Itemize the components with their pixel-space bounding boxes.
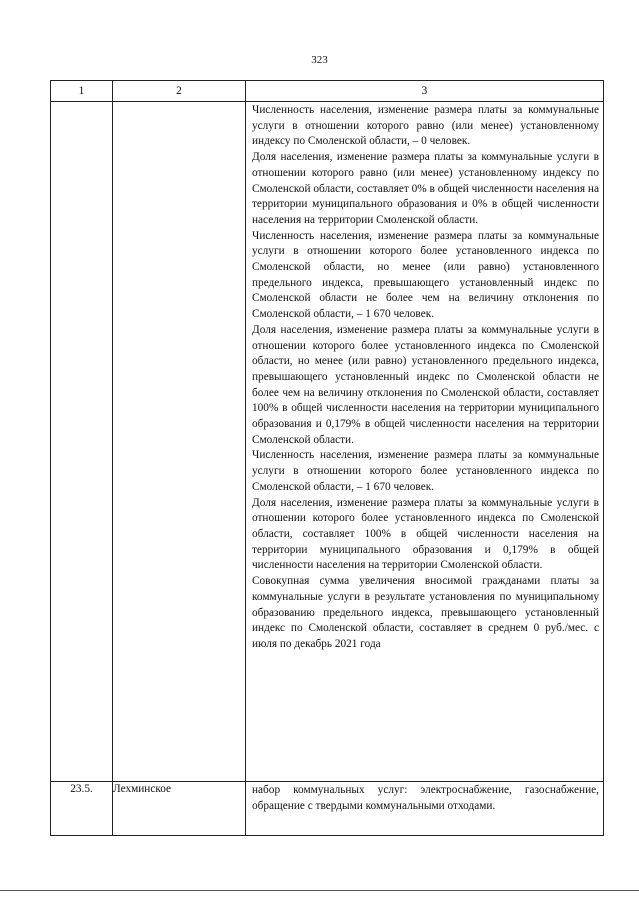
continuation-text-cell — [246, 102, 604, 782]
header-col-2: 2 — [113, 81, 246, 102]
row-number-cell: 23.5. — [51, 782, 113, 836]
paragraph-population-between: Численность населения, изменение размера платы за коммунальные услуги в отношении которого более установленного индекса по Смоленской области, но менее (или равно) установленного предельного индекса, превышающего установленный индекс по Смоленской области не более чем на величину отклонения по Смоленской области, – 1 670 человек. — [252, 229, 599, 321]
paragraph-share-equal: Доля населения, изменение размера платы за коммунальные услуги в отношении которого равно (или менее) установленному индексу по Смоленской области, составляет 0% в общей численности населения на территории муниципального образования и 0% в общей численности населения на территории Смоленской области. — [252, 151, 599, 226]
header-col-1: 1 — [51, 81, 113, 102]
paragraph-share-above: Доля населения, изменение размера платы за коммунальные услуги в отношении которого более установленного индекса по Смоленской области, составляет 100% в общей численности населения на территории муниципального образования и 0,179% в общей численности населения на территории Смоленской области. — [252, 496, 599, 572]
continuation-number-cell — [51, 102, 113, 782]
municipality-name-cell: Лехминское — [113, 782, 246, 836]
table-row-23-5 — [51, 782, 604, 836]
paragraph-population-above: Численность населения, изменение размера платы за коммунальные услуги в отношении которого более установленного индекса по Смоленской области, – 1 670 человек. — [252, 449, 599, 493]
paragraph-population-equal: Численность населения, изменение размера платы за коммунальные услуги в отношении которого равно (или менее) установленному индексу по Смоленской области, – 0 человек. — [252, 104, 599, 148]
footer-divider — [0, 890, 639, 891]
table-header-row — [51, 81, 604, 102]
page-number: 323 — [311, 54, 328, 66]
paragraph-total-increase: Совокупная сумма увеличения вносимой гражданами платы за коммунальные услуги в результате установления по муниципальному образованию предельного индекса, превышающего установленный индекс по Смоленской области, составляет в среднем 0 руб./мес. с июля по декабрь 2021 года — [252, 575, 599, 650]
municipal-data-table — [50, 80, 604, 836]
table-row-continuation — [51, 102, 604, 782]
paragraph-share-between: Доля населения, изменение размера платы за коммунальные услуги в отношении которого более установленного индекса по Смоленской области, но менее (или равно) установленного предельного индекса, превышающего установленный индекс по Смоленской области не более чем на величину отклонения по Смоленской области, составляет 100% в общей численности населения на территории муниципального образования и 0,179% в общей численности населения на территории Смоленской области. — [252, 323, 599, 446]
continuation-name-cell — [113, 102, 246, 782]
header-col-3: 3 — [246, 81, 604, 102]
services-description: набор коммунальных услуг: электроснабжение, газоснабжение, обращение с твердыми коммунальными отходами. — [252, 784, 599, 812]
row-description-cell — [246, 782, 604, 836]
